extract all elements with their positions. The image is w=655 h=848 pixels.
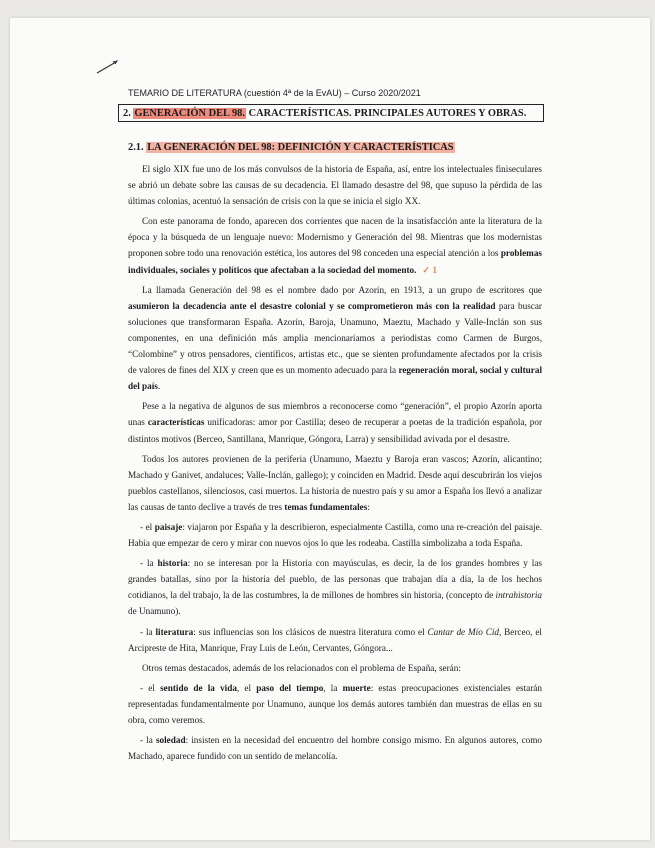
document-body	[128, 161, 542, 768]
paragraph-other-themes: Otros temas destacados, además de los relacionados con el problema de España, serán:	[142, 662, 461, 673]
paragraph-2: Con este panorama de fondo, aparecen dos corrientes que nacen de la insatisfacción ante la literatura de la época y la búsqueda de un lenguaje nuevo: Modernismo y Generación del 98. Mientras que los modernistas proponen sobre todo una renovación estética, los autores del 98 conceden una especial atención a los problemas individuales, sociales y políticos que afectaban a la sociedad del momento. ✓ 1	[128, 216, 542, 275]
course-header: TEMARIO DE LITERATURA (cuestión 4ª de la EvAU) – Curso 2020/2021	[128, 88, 421, 98]
pen-stroke-icon	[96, 60, 118, 74]
topic-number: 2.	[123, 108, 131, 119]
section-heading-text: LA GENERACIÓN DEL 98: DEFINICIÓN Y CARACTERÍSTICAS	[147, 142, 454, 153]
topic-title	[118, 104, 544, 122]
topic-title-rest: CARACTERÍSTICAS. PRINCIPALES AUTORES Y OBRAS.	[245, 108, 527, 119]
section-heading	[128, 142, 455, 153]
paragraph-1: El siglo XIX fue uno de los más convulsos de la historia de España, así, entre los intelectuales finiseculares se abrió un debate sobre las causas de su decadencia. El llamado desastre del 98, que supuso la pérdida de las últimas colonias, acentuó la sensación de crisis con la que se inicia el siglo XX.	[128, 164, 542, 207]
theme-literatura: - la literatura: sus influencias son los clásicos de nuestra literatura como el Cantar de Mío Cid, Berceo, el Arcipreste de Hita, Manrique, Fray Luis de León, Cervantes, Góngora...	[128, 626, 542, 653]
paragraph-5: Todos los autores provienen de la periferia (Unamuno, Maeztu y Baroja eran vascos; Azorín, alicantino; Machado y Ganivet, andaluces; Valle-Inclán, gallego); y coinciden en Madrid. Desde aquí descubrirán los viejos pueblos castellanos, silenciosos, casi muertos. La historia de nuestro país y su amor a España los llevó a analizar las causas de tanto declive a través de tres temas fundamentales:	[128, 453, 542, 512]
paragraph-3: La llamada Generación del 98 es el nombre dado por Azorín, en 1913, a un grupo de escritores que asumieron la decadencia ante el desastre colonial y se comprometieron más con la realidad para buscar soluciones que transformaran España. Azorín, Baroja, Unamuno, Maeztu, Machado y Valle-Inclán son sus componentes, en una definición más amplia mencionaríamos a periodistas como Carmen de Burgos, “Colombine” y otros pensadores, científicos, artistas etc., que se sienten profundamente afectados por la crisis de valores de fines del XIX y creen que es un momento adecuado para la regeneración moral, social y cultural del país.	[128, 284, 542, 392]
theme-existencial: - el sentido de la vida, el paso del tiempo, la muerte: estas preocupaciones existenciales estarán representadas fundamentalmente por Unamuno, aunque los demás autores también dan muestras de ellas en su obra, como veremos.	[128, 682, 542, 725]
theme-historia: - la historia: no se interesan por la Historia con mayúsculas, es decir, la de los grandes hombres y las grandes batallas, sino por la historia del pueblo, de las personas que trabajan día a día, la de los hechos cotidianos, la del trabajo, la de las costumbres, la de millones de hombres sin historia, (concepto de intrahistoria de Unamuno).	[128, 558, 542, 617]
tick-mark: ✓ 1	[422, 264, 437, 275]
document-page	[10, 18, 650, 840]
theme-paisaje: - el paisaje: viajaron por España y la describieron, especialmente Castilla, como una re-creación del paisaje. Había que empezar de cero y mirar con nuevos ojos lo que les rodeaba. Castilla simbolizaba a toda España.	[128, 521, 542, 549]
topic-title-highlight: GENERACIÓN DEL 98.	[134, 108, 245, 119]
section-number: 2.1.	[128, 142, 144, 153]
paragraph-4: Pese a la negativa de algunos de sus miembros a reconocerse como “generación”, el propio Azorín aporta unas características unificadoras: amor por Castilla; deseo de recuperar a poetas de la tradición española, por distintos motivos (Berceo, Santillana, Manrique, Góngora, Larra) y sensibilidad avivada por el desastre.	[128, 401, 543, 444]
theme-soledad: - la soledad: insisten en la necesidad del encuentro del hombre consigo mismo. En algunos autores, como Machado, aparece fundido con un sentido de melancolía.	[128, 735, 542, 762]
